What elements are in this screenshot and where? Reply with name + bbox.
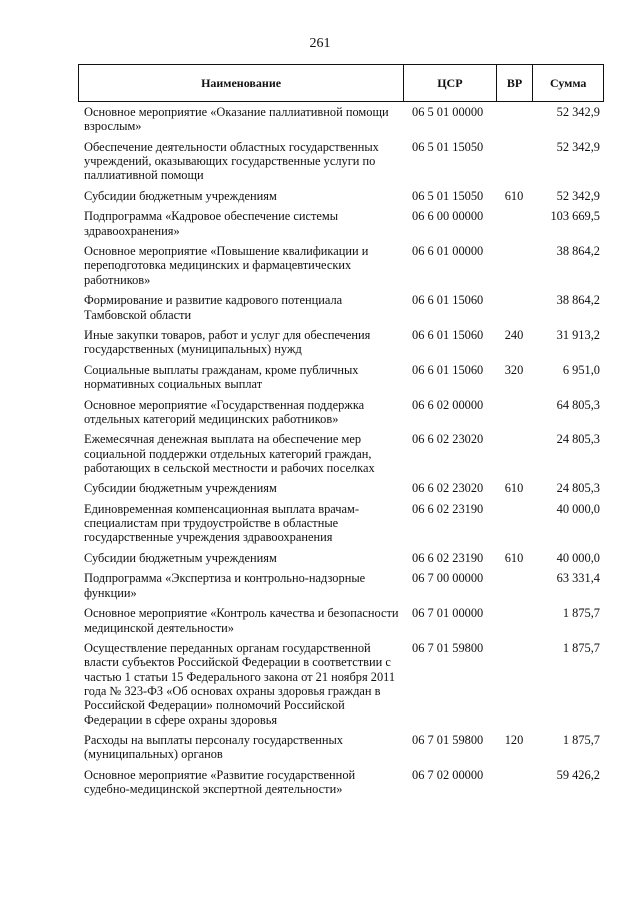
- row-sum: 103 669,5: [550, 209, 600, 224]
- row-name: Иные закупки товаров, работ и услуг для обеспечения государственных (муниципальных) нужд: [84, 327, 371, 357]
- row-name: Формирование и развитие кадрового потенциала Тамбовской области: [84, 293, 343, 322]
- row-name: Субсидии бюджетным учреждениям: [84, 550, 277, 565]
- row-sum: 64 805,3: [556, 397, 600, 412]
- table-row: [78, 502, 604, 545]
- row-vr: 610: [504, 481, 524, 496]
- row-name: Субсидии бюджетным учреждениям: [84, 481, 277, 496]
- row-vr: 120: [504, 732, 524, 747]
- table-row: [78, 481, 604, 495]
- row-sum: 1 875,7: [562, 606, 600, 621]
- row-vr: [496, 432, 532, 475]
- row-name: Ежемесячная денежная выплата на обеспечение мер социальной поддержки отдельных категорий граждан, работающих в сельской местности и рабочих поселках: [84, 432, 375, 475]
- row-sum: 6 951,0: [562, 362, 600, 377]
- row-name: Основное мероприятие «Государственная поддержка отдельных категорий медицинских работников»: [84, 397, 365, 426]
- row-csr: 06 6 01 15060: [412, 327, 484, 342]
- row-vr: [496, 244, 532, 287]
- row-csr: 06 6 02 00000: [412, 397, 484, 412]
- table-row: [78, 768, 604, 797]
- row-csr: 06 5 01 00000: [412, 105, 484, 119]
- row-name: Единовременная компенсационная выплата врачам-специалистам при трудоустройстве в областные государственные учреждения здравоохранения: [84, 501, 359, 545]
- table-row: [78, 328, 604, 357]
- row-vr: 320: [504, 362, 524, 377]
- row-vr: [496, 641, 532, 727]
- row-vr: [496, 571, 532, 600]
- row-sum: 24 805,3: [556, 432, 600, 447]
- row-sum: 59 426,2: [556, 767, 600, 782]
- row-name: Обеспечение деятельности областных государственных учреждений, оказывающих государственные услуги по паллиативной помощи: [84, 139, 379, 183]
- row-csr: 06 5 01 15050: [412, 188, 484, 203]
- row-name: Основное мероприятие «Контроль качества и безопасности медицинской деятельности»: [84, 606, 399, 635]
- row-csr: 06 5 01 15050: [412, 139, 484, 154]
- table-row: [78, 398, 604, 427]
- header-sum: Сумма: [549, 75, 587, 90]
- row-name: Основное мероприятие «Развитие государственной судебно-медицинской экспертной деятельности»: [84, 767, 356, 797]
- row-sum: 31 913,2: [556, 327, 600, 342]
- row-vr: [496, 768, 532, 797]
- table-row: [78, 432, 604, 475]
- row-name: Подпрограмма «Экспертиза и контрольно-надзорные функции»: [84, 571, 366, 600]
- table-row: [78, 293, 604, 322]
- row-csr: 06 7 02 00000: [412, 767, 484, 782]
- row-vr: [496, 293, 532, 322]
- row-csr: 06 6 02 23020: [412, 481, 484, 496]
- table-row: [78, 571, 604, 600]
- row-csr: 06 6 00 00000: [412, 209, 484, 224]
- row-sum: 52 342,9: [556, 139, 600, 154]
- row-sum: 52 342,9: [556, 188, 600, 203]
- row-csr: 06 6 01 15060: [412, 362, 484, 377]
- row-name: Основное мероприятие «Повышение квалификации и переподготовка медицинских и фармацевтических работников»: [84, 244, 369, 287]
- row-vr: 240: [504, 327, 524, 342]
- table-row: [78, 189, 604, 203]
- row-sum: 52 342,9: [556, 105, 600, 119]
- header-vr: ВР: [497, 65, 534, 101]
- row-vr: [496, 606, 532, 635]
- row-name: Социальные выплаты гражданам, кроме публичных нормативных социальных выплат: [84, 362, 359, 392]
- row-csr: 06 6 02 23020: [412, 432, 484, 447]
- header-name: Наименование: [79, 65, 404, 101]
- row-name: Расходы на выплаты персоналу государственных (муниципальных) органов: [84, 732, 343, 762]
- row-sum: 1 875,7: [562, 641, 600, 656]
- budget-table: [78, 64, 604, 803]
- row-csr: 06 6 01 00000: [412, 244, 484, 259]
- row-vr: [496, 398, 532, 427]
- row-name: Основное мероприятие «Оказание паллиативной помощи взрослым»: [84, 105, 389, 134]
- row-name: Подпрограмма «Кадровое обеспечение системы здравоохранения»: [84, 209, 339, 238]
- row-sum: 38 864,2: [556, 244, 600, 259]
- table-row: [78, 244, 604, 287]
- table-row: [78, 641, 604, 727]
- row-vr: 610: [504, 550, 524, 565]
- row-csr: 06 6 02 23190: [412, 550, 484, 565]
- row-vr: [496, 105, 532, 134]
- table-row: [78, 551, 604, 565]
- row-csr: 06 7 01 59800: [412, 732, 484, 747]
- row-sum: 40 000,0: [556, 550, 600, 565]
- table-header: [78, 64, 604, 102]
- row-sum: 1 875,7: [562, 732, 600, 747]
- row-name: Осуществление переданных органам государственной власти субъектов Российской Федерации в соответствии с частью 1 статьи 15 Федерального закона от 21 ноября 2011 года № 323-ФЗ «Об основах охраны здоровья граждан в Российской Федерации» полномочий Российской Федерации в сфере охраны здоровья: [84, 641, 396, 727]
- table-row: [78, 105, 604, 134]
- row-csr: 06 6 01 15060: [412, 293, 484, 308]
- row-vr: [496, 140, 532, 183]
- table-row: [78, 209, 604, 238]
- row-csr: 06 7 01 59800: [412, 641, 484, 656]
- row-vr: [496, 502, 532, 545]
- row-sum: 24 805,3: [556, 481, 600, 496]
- row-name: Субсидии бюджетным учреждениям: [84, 188, 277, 203]
- table-row: [78, 140, 604, 183]
- row-vr: 610: [504, 188, 524, 203]
- table-row: [78, 733, 604, 762]
- row-vr: [496, 209, 532, 238]
- table-row: [78, 606, 604, 635]
- header-csr: ЦСР: [404, 65, 496, 101]
- table-row: [78, 363, 604, 392]
- row-sum: 40 000,0: [556, 501, 600, 516]
- row-sum: 38 864,2: [556, 293, 600, 308]
- row-csr: 06 7 00 00000: [412, 571, 484, 586]
- page-number: 261: [309, 36, 331, 51]
- row-csr: 06 6 02 23190: [412, 501, 484, 516]
- row-sum: 63 331,4: [556, 571, 600, 586]
- table-body: [78, 102, 604, 796]
- row-csr: 06 7 01 00000: [412, 606, 484, 621]
